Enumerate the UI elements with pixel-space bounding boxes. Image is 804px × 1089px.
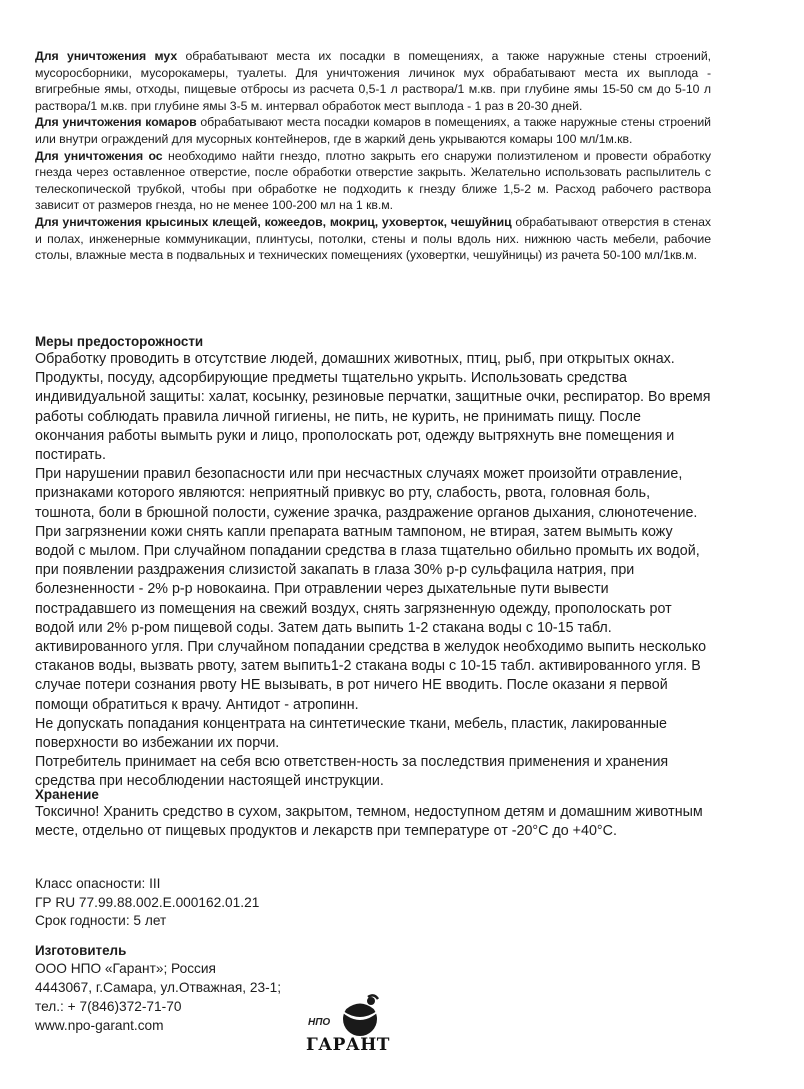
manufacturer-address: 4443067, г.Самара, ул.Отважная, 23-1; xyxy=(35,980,282,996)
manufacturer-phone: тел.: + 7(846)372-71-70 xyxy=(35,998,182,1014)
manufacturer-website: www.npo-garant.com xyxy=(35,1017,164,1033)
mosquitoes-text: обрабатывают места посадки комаров в помещениях, а также наружные стены строений или внутри ограждений для мусорных контейнеров, где в жаркий день укрываются комары 100 мл/1м.кв. xyxy=(35,115,712,146)
precautions-paragraph: Обработку проводить в отсутствие людей, домашних животных, птиц, рыб, при открытых окнах. Продукты, посуду, адсорбирующие предметы тщательно укрыть. Использовать средства индивидуальной защиты: халат, косынку, резиновые перчатки, защитные очки, респиратор. Во время работы соблюдать правила личной гигиены, не пить, не курить, не принимать пищу. После окончания работы вымыть руки и лицо, прополоскать рот, одежду вытряхнуть вне помещения и постирать. xyxy=(35,351,711,464)
registration-number: ГР RU 77.99.88.002.Е.000162.01.21 xyxy=(35,894,260,910)
registration-block xyxy=(35,875,435,931)
storage-title: Хранение xyxy=(35,787,99,802)
precautions-paragraph: При загрязнении кожи снять капли препарата ватным тампоном, не втирая, затем вымыть кожу водой с мылом. При случайном попадании средства в глаза тщательно обильно промыть их водой, при появлении раздражения слизистой закапать в глаза 30% р-р сульфацила натрия, при болезненности - 2% р-р новокаина. При отравлении через дыхательные пути вывести пострадавшего из помещения на свежий воздух, снять загрязненную одежду, прополоскать рот водой или 2% р-ром пищевой соды. Затем дать выпить 1-2 стакана воды с 10-15 табл. активированного угля. При случайном попадании средства в желудок необходимо выпить несколько стаканов воды, вызвать рвоту, затем выпить1-2 стакана воды с 10-15 табл. активированного угля. В случае потери сознания рвоту НЕ вызывать, в рот ничего НЕ вводить. После оказани я первой помощи обратиться к врачу. Антидот - атропинн. xyxy=(35,523,707,713)
precautions-paragraph: Не допускать попадания концентрата на синтетические ткани, мебель, пластик, лакированные поверхности во избежании их порчи. xyxy=(35,715,667,752)
wasps-text: необходимо найти гнездо, плотно закрыть его снаружи полиэтиленом и провести обработку гнезда через оставленное отверстие, после обработки отверстие закрыть. Желательно использовать распылитель с телескопической трубкой, чтобы при обработке не подходить к гнезду ближе 1,5-2 м. Расход рабочего раствора зависит от размеров гнезда, но не менее 100-200 мл на 1 кв.м. xyxy=(35,148,711,213)
logo-name-text: ГАРАНТ xyxy=(306,1035,390,1055)
wasps-paragraph xyxy=(35,148,711,214)
mites-paragraph xyxy=(35,214,711,264)
garant-logo xyxy=(302,993,412,1057)
mites-text: обрабатывают отверстия в стенах и полах, инженерные коммуникации, плинтусы, потолки, стены и полы вдоль них. нижнюю часть мебели, рабочие столы, влажные места в подвальных и технических помещениях (уховертки, чешуйницы) из рачета 50-100 мл/1кв.м. xyxy=(35,214,711,263)
hazard-class: Класс опасности: III xyxy=(35,876,161,891)
mosquitoes-paragraph xyxy=(35,114,711,147)
precautions-paragraph: Потребитель принимает на себя всю ответствен-ность за последствия применения и хранения средства при несоблюдении настоящей инструкции. xyxy=(35,754,669,790)
shelf-life: Срок годности: 5 лет xyxy=(35,913,167,929)
manufacturer-company: ООО НПО «Гарант»; Россия xyxy=(35,961,216,977)
storage-text: Токсично! Хранить средство в сухом, закрытом, темном, недоступном детям и домашним животным месте, отдельно от пищевых продуктов и лекарств при температуре от -20°С до +40°С. xyxy=(35,804,703,840)
precautions-paragraph: При нарушении правил безопасности или при несчастных случаях может произойти отравление, признаками которого являются: неприятный привкус во рту, слабость, рвота, головная боль, тошнота, боли в брюшной полости, сужение зрачка, раздражение органов дыхания, слюнотечение. xyxy=(35,466,698,521)
flies-heading: Для уничтожения мух xyxy=(35,49,178,63)
flies-text: обрабатывают места их посадки в помещениях, а также наружные стены строений, мусоросборники, мусорокамеры, туалеты. Для уничтожения личинок мух обрабатывают места их выплода - вгигребные ямы, отходы, пищевые отбросы из расчета 0,5-1 л раствора/1 м.кв. при глубине ямы 15-50 см до 5-10 л раствора/1 м.кв. при глубине ямы 3-5 м. интервал обработок мест выплода - 1 раз в 20-30 дней. xyxy=(35,49,712,113)
precautions-section xyxy=(35,333,713,792)
mites-heading: Для уничтожения крысиных клещей, кожеедов, мокриц, уховерток, чешуйниц xyxy=(35,214,512,229)
precautions-title: Меры предосторожности xyxy=(35,334,204,349)
logo-npo-text: НПО xyxy=(308,1017,331,1028)
storage-section xyxy=(35,786,725,841)
insect-treatment-section xyxy=(35,48,711,264)
manufacturer-title: Изготовитель xyxy=(35,943,127,958)
mosquitoes-heading: Для уничтожения комаров xyxy=(35,115,197,130)
flies-paragraph xyxy=(35,48,711,114)
wasps-heading: Для уничтожения ос xyxy=(35,148,163,163)
